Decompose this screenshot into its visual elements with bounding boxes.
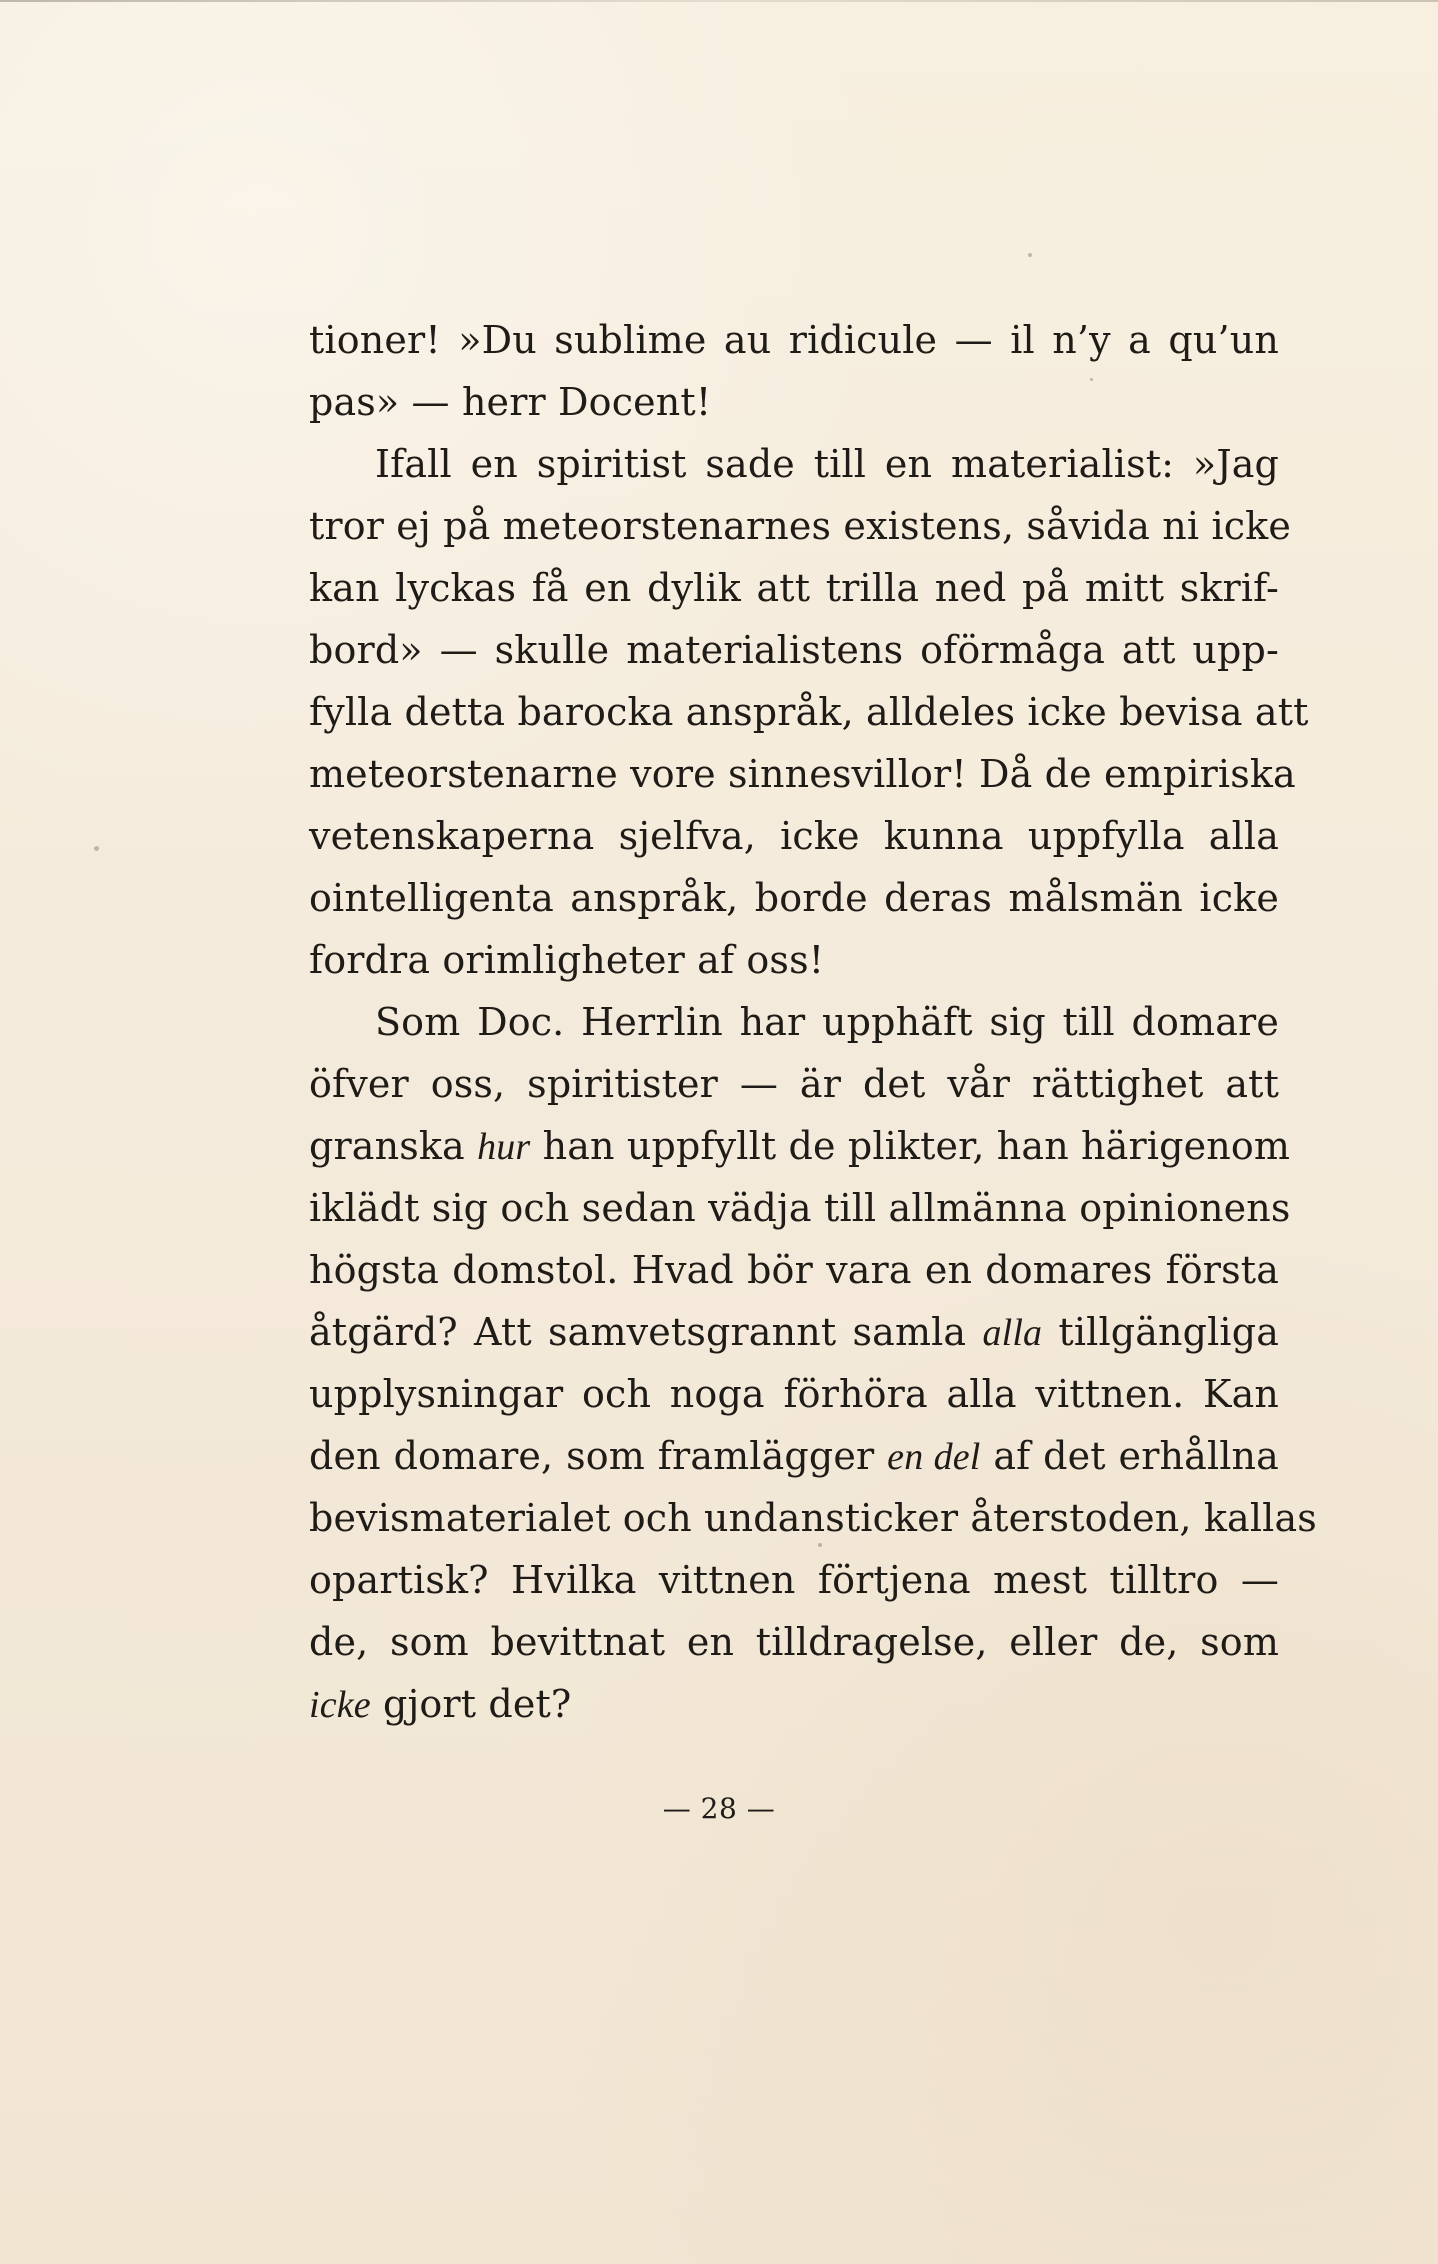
paragraph-first-line: Som Doc. Herrlin har upphäft sig till domare bbox=[375, 1000, 1279, 1044]
text-segment: åtgärd? Att samvetsgrannt samla bbox=[309, 1310, 983, 1354]
text-line: tror ej på meteorstenarnes existens, såvida ni icke bbox=[309, 504, 1291, 548]
text-segment: af det erhållna bbox=[980, 1434, 1279, 1478]
text-segment: granska bbox=[309, 1124, 478, 1168]
text-line-with-emphasis bbox=[309, 1673, 1279, 1735]
text-line: iklädt sig och sedan vädja till allmänna opinionens bbox=[309, 1186, 1291, 1230]
text-line: pas» — herr Docent! bbox=[309, 380, 712, 424]
text-line: kan lyckas få en dylik att trilla ned på mitt skrif- bbox=[309, 566, 1279, 610]
text-line: meteorstenarne vore sinnesvillor! Då de empiriska bbox=[309, 752, 1296, 796]
text-line: bevismaterialet och undansticker återstoden, kallas bbox=[309, 1496, 1317, 1540]
text-line: bord» — skulle materialistens oförmåga att upp- bbox=[309, 628, 1279, 672]
text-segment: den domare, som framlägger bbox=[309, 1434, 888, 1478]
text-line: ointelligenta anspråk, borde deras målsmän icke bbox=[309, 876, 1279, 920]
text-line: de, som bevittnat en tilldragelse, eller de, som bbox=[309, 1620, 1279, 1664]
page-top-rule bbox=[0, 0, 1438, 2]
body-text bbox=[309, 309, 1317, 1735]
text-segment: han uppfyllt de plikter, han härigenom bbox=[530, 1124, 1291, 1168]
text-segment: gjort det? bbox=[370, 1682, 572, 1726]
paper-speck bbox=[94, 846, 99, 851]
text-line: fylla detta barocka anspråk, alldeles icke bevisa att bbox=[309, 690, 1309, 734]
text-line: fordra orimligheter af oss! bbox=[309, 938, 825, 982]
paragraph-first-line: Ifall en spiritist sade till en materialist: »Jag bbox=[375, 442, 1279, 486]
text-line: öfver oss, spiritister — är det vår rättighet att bbox=[309, 1062, 1279, 1106]
text-line: högsta domstol. Hvad bör vara en domares första bbox=[309, 1248, 1279, 1292]
italic-emphasis: alla bbox=[982, 1312, 1043, 1354]
italic-emphasis: icke bbox=[309, 1684, 371, 1726]
text-segment: tillgängliga bbox=[1042, 1310, 1280, 1354]
text-line: upplysningar och noga förhöra alla vittnen. Kan bbox=[309, 1372, 1279, 1416]
text-line: tioner! »Du sublime au ridicule — il n’y a qu’un bbox=[309, 318, 1279, 362]
page-number: — 28 — bbox=[662, 1792, 776, 1825]
text-line: vetenskaperna sjelfva, icke kunna uppfylla alla bbox=[309, 814, 1279, 858]
text-line-with-emphasis bbox=[309, 1115, 1291, 1177]
italic-emphasis: en del bbox=[887, 1436, 981, 1478]
text-line: opartisk? Hvilka vittnen förtjena mest tilltro — bbox=[309, 1558, 1279, 1602]
text-line-with-emphasis bbox=[309, 1425, 1279, 1487]
paper-speck bbox=[1028, 253, 1032, 257]
italic-emphasis: hur bbox=[477, 1126, 531, 1168]
text-line-with-emphasis bbox=[309, 1301, 1279, 1363]
